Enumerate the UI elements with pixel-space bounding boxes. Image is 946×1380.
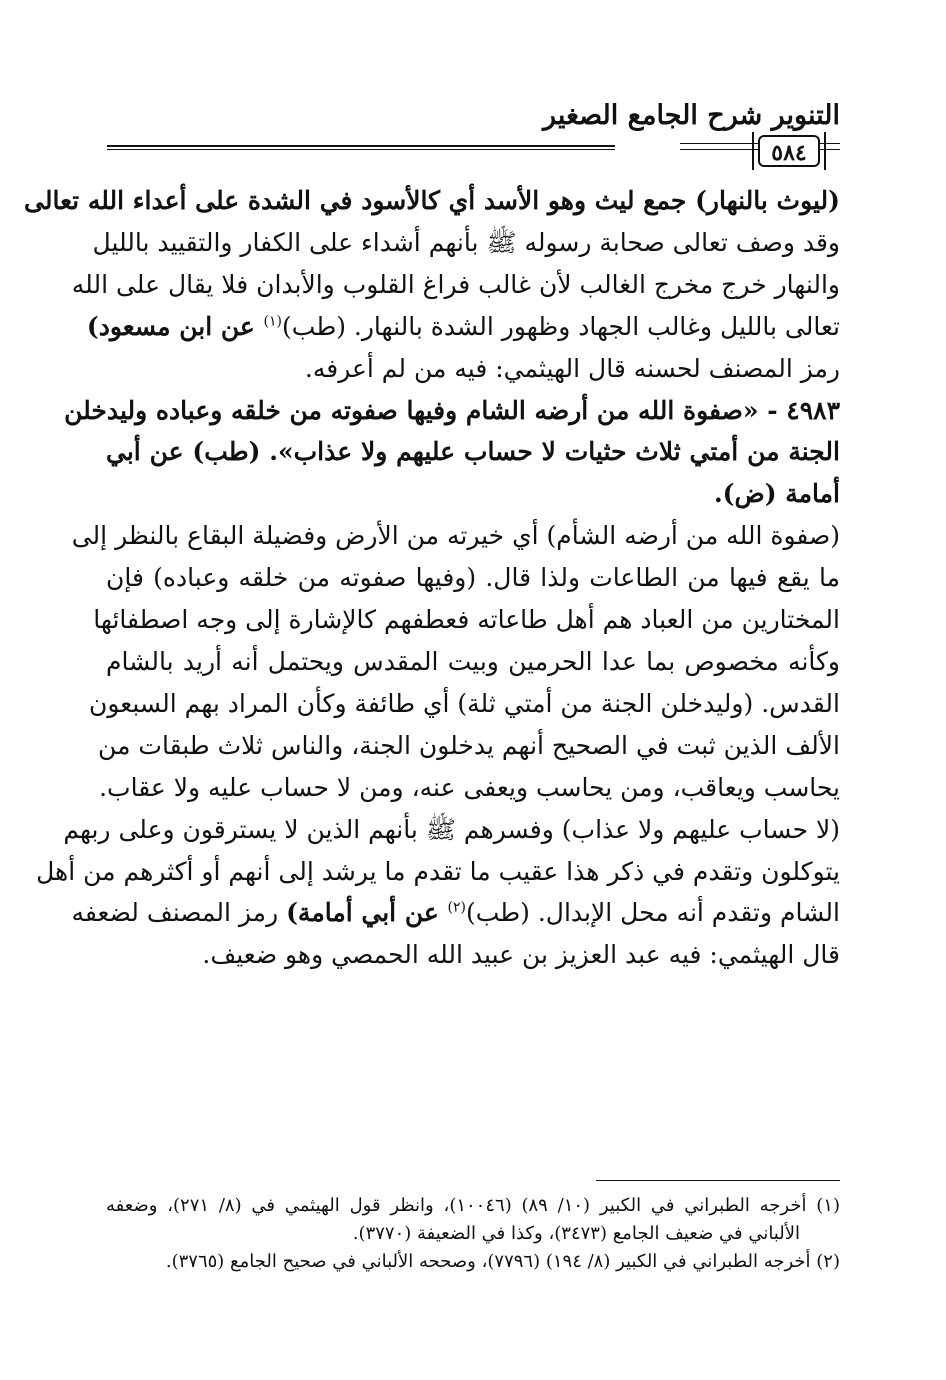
footnote-ref-2[interactable]: (٢): [447, 900, 466, 917]
text-line: [71, 892, 840, 934]
text-line: رمز المصنف لحسنه قال الهيثمي: فيه من لم أعرفه.: [304, 353, 840, 383]
footnote-separator: [596, 1180, 840, 1181]
text-line-span: (ليوث بالنهار) جمع ليث وهو الأسد أي كالأسود في الشدة على أعداء الله تعالى: [24, 186, 840, 215]
text-line-span: تعالى بالليل وغالب الجهاد وظهور الشدة بالنهار. (طب): [282, 311, 840, 341]
header-rule: [107, 138, 840, 154]
footnote-2: (٢) أخرجه الطبراني في الكبير (٨/ ١٩٤) (٧٧٩٦)، وصححه الألباني في صحيح الجامع (٣٧٦٥).: [165, 1251, 840, 1272]
text-line: القدس. (وليدخلن الجنة من أمتي ثلة) أي طائفة وكأن المراد بهم السبعون: [88, 688, 840, 718]
text-line: ٤٩٨٣ - «صفوة الله من أرضه الشام وفيها صفوته من خلقه وعباده وليدخلن: [64, 395, 840, 425]
main-text: [24, 180, 840, 976]
text-line: الألف الذين ثبت في الصحيح أنهم يدخلون الجنة، والناس ثلاث طبقات من: [98, 730, 840, 760]
paragraph-commentary-2: [36, 515, 840, 976]
text-line: (صفوة الله من أرضه الشأم) أي خيرته من الأرض وفضيلة البقاع بالنظر إلى: [71, 521, 840, 551]
paragraph-commentary-1: [24, 180, 840, 390]
text-line-span: عن أبي أمامة): [286, 898, 448, 928]
text-line: المختارين من العباد هم أهل طاعاته فعطفهم كالإشارة إلى وجه اصطفائها: [93, 605, 840, 635]
text-line-span: رمز المصنف لضعفه: [71, 898, 287, 928]
text-line: وقد وصف تعالى صحابة رسوله ﷺ بأنهم أشداء على الكفار والتقييد بالليل: [92, 227, 840, 257]
text-line-span: عن ابن مسعود): [86, 311, 264, 341]
paragraph-hadith: [64, 390, 840, 516]
running-title: التنوير شرح الجامع الصغير: [543, 100, 840, 131]
footnote-ref-1[interactable]: (١): [263, 313, 283, 330]
text-line-span: الشام وتقدم أنه محل الإبدال. (طب): [465, 898, 840, 928]
text-line: أمامة (ض).: [713, 479, 840, 509]
page-number: ٥٨٤: [758, 135, 820, 167]
footnotes: [106, 1192, 840, 1276]
text-line: [24, 180, 840, 222]
text-line: قال الهيثمي: فيه عبد العزيز بن عبيد الله الحمصي وهو ضعيف.: [202, 940, 840, 970]
text-line: [86, 306, 840, 348]
text-line: يتوكلون وتقدم في ذكر هذا عقيب ما تقدم ما يرشد إلى أنهم أو أكثرهم من أهل: [36, 856, 840, 886]
footnote-1-line-2: الألباني في ضعيف الجامع (٣٤٧٣)، وكذا في الضعيفة (٣٧٧٠).: [352, 1223, 800, 1244]
footnote-1-line-1: (١) أخرجه الطبراني في الكبير (١٠/ ٨٩) (١٠٠٤٦)، وانظر قول الهيثمي في (٨/ ٢٧١)، وضعفه: [106, 1195, 840, 1216]
text-line: يحاسب ويعاقب، ومن يحاسب ويعفى عنه، ومن لا حساب عليه ولا عقاب.: [99, 772, 840, 802]
text-line: ما يقع فيها من الطاعات ولذا قال. (وفيها صفوته من خلقه وعباده) فإن: [106, 563, 840, 593]
text-line: الجنة من أمتي ثلاث حثيات لا حساب عليهم ولا عذاب». (طب) عن أبي: [106, 437, 840, 467]
text-line: وكأنه مخصوص بما عدا الحرمين وبيت المقدس ويحتمل أنه أريد بالشام: [106, 646, 840, 676]
text-line: والنهار خرج مخرج الغالب لأن غالب فراغ القلوب والأبدان فلا يقال على الله: [71, 269, 840, 299]
text-line: (لا حساب عليهم ولا عذاب) وفسرهم ﷺ بأنهم الذين لا يسترقون وعلى ربهم: [63, 814, 840, 844]
